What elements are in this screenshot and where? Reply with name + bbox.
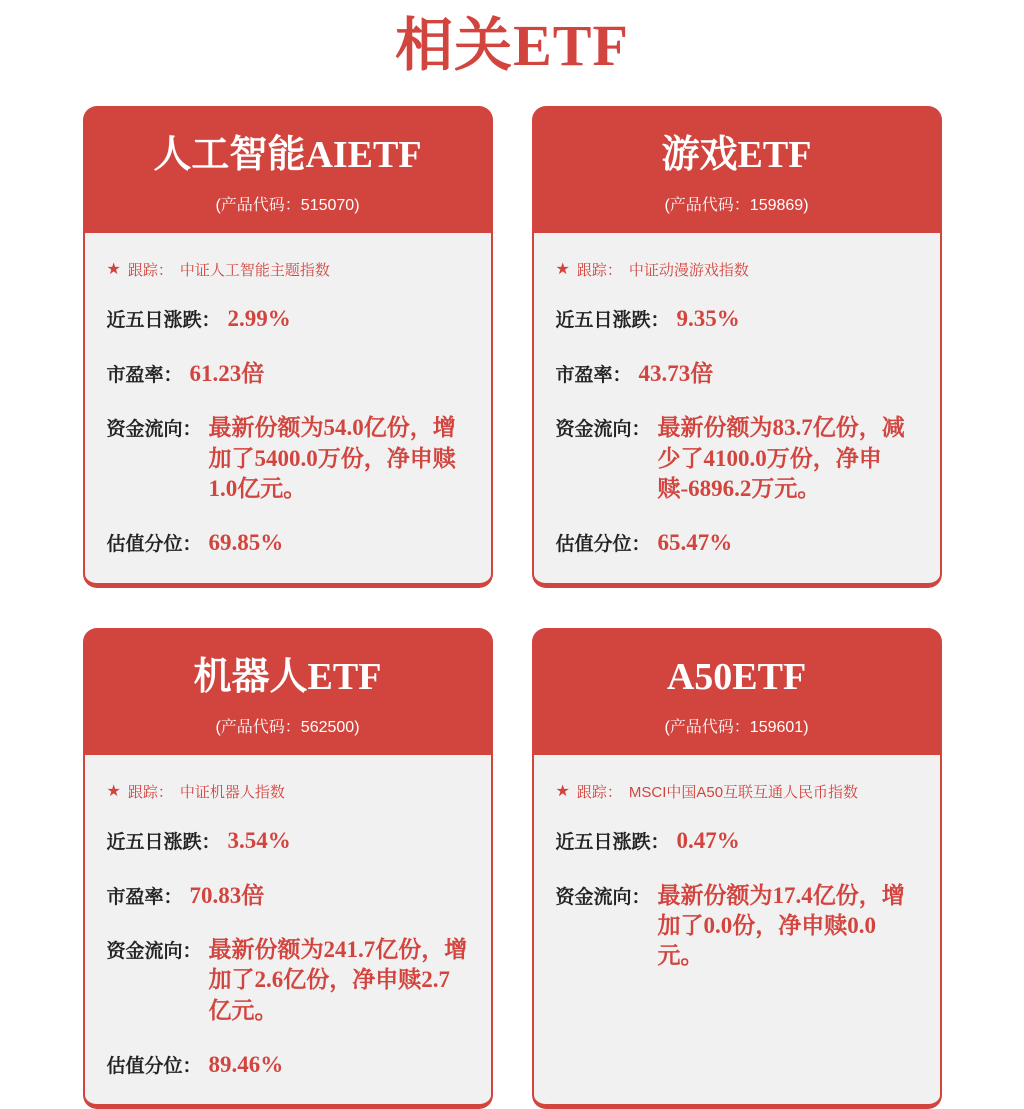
etf-name-en: A50ETF (666, 655, 807, 698)
stat-label: 资金流向： (555, 886, 651, 908)
track-line (107, 781, 469, 802)
card-body (532, 755, 942, 1109)
etf-name (542, 656, 932, 700)
stat-value: 最新份额为241.7亿份，增加了2.6亿份，净申赎2.7亿元。 (208, 937, 468, 1023)
stat-label: 资金流向： (106, 419, 202, 441)
track-value: 中证动漫游戏指数 (628, 262, 749, 280)
stat-value: 0.47% (676, 828, 740, 854)
stat-value: 65.47% (657, 530, 733, 556)
stat-value: 最新份额为17.4亿份，增加了0.0份，净申赎0.0元。 (657, 882, 905, 969)
stat-row-pe (107, 881, 469, 911)
stat-row-flow (556, 413, 918, 504)
card-header (532, 106, 942, 234)
stat-row-flow (556, 881, 918, 972)
stat-label: 市盈率： (106, 886, 183, 908)
stat-row-valuation (107, 528, 469, 558)
stat-value: 3.54% (227, 828, 291, 854)
track-value: 中证人工智能主题指数 (179, 262, 330, 280)
stat-row-flow (107, 413, 469, 504)
track-line (556, 259, 918, 280)
stat-label: 估值分位： (555, 534, 651, 556)
stat-value: 43.73倍 (638, 360, 714, 386)
etf-card-robot (83, 628, 493, 1109)
stat-label: 资金流向： (106, 941, 202, 963)
card-body (83, 755, 493, 1109)
star-icon: ★ (555, 782, 570, 800)
stat-label: 估值分位： (106, 534, 202, 556)
track-label: 跟踪： (576, 262, 622, 280)
etf-name-zh: 机器人 (193, 655, 308, 698)
stat-label: 资金流向： (555, 419, 651, 441)
etf-card-a50 (532, 628, 942, 1109)
stat-value: 最新份额为83.7亿份，减少了4100.0万份，净申赎-6896.2万元。 (657, 415, 905, 501)
stat-label: 近五日涨跌： (555, 310, 670, 332)
page-title-zh: 相关 (395, 13, 514, 78)
etf-name-en: ETF (307, 655, 382, 698)
product-code: (产品代码：159601) (664, 719, 809, 737)
etf-name (93, 134, 483, 178)
etf-name-zh: 游戏 (661, 133, 738, 176)
track-label: 跟踪： (127, 262, 173, 280)
etf-name-en: ETF (737, 133, 812, 176)
track-line (556, 781, 918, 802)
etf-name-en: AIETF (305, 133, 422, 176)
etf-card-game (532, 106, 942, 588)
stat-label: 估值分位： (106, 1056, 202, 1078)
page-title (0, 14, 1024, 78)
stat-row-pe (556, 359, 918, 389)
stat-value: 69.85% (208, 530, 284, 556)
stat-value: 最新份额为54.0亿份，增加了5400.0万份，净申赎1.0亿元。 (208, 415, 456, 501)
stat-value: 9.35% (676, 306, 740, 332)
stat-row-valuation (107, 1050, 469, 1080)
stat-value: 2.99% (227, 306, 291, 332)
card-body (83, 233, 493, 587)
etf-name-zh: 人工智能 (153, 133, 306, 176)
product-code: (产品代码：159869) (664, 197, 809, 215)
stat-row-pe (107, 359, 469, 389)
stat-row-valuation (556, 528, 918, 558)
star-icon: ★ (555, 260, 570, 278)
stat-value: 70.83倍 (189, 882, 265, 908)
star-icon: ★ (106, 782, 121, 800)
star-icon: ★ (106, 260, 121, 278)
card-header (83, 628, 493, 756)
card-header (83, 106, 493, 234)
track-line (107, 259, 469, 280)
card-body (532, 233, 942, 587)
stat-label: 市盈率： (555, 364, 632, 386)
page-title-en: ETF (513, 13, 629, 78)
stat-value: 61.23倍 (189, 360, 265, 386)
stat-row-flow (107, 935, 469, 1026)
track-label: 跟踪： (576, 784, 622, 802)
etf-name (93, 656, 483, 700)
stat-label: 市盈率： (106, 364, 183, 386)
stat-label: 近五日涨跌： (555, 832, 670, 854)
stat-row-change (556, 304, 918, 334)
card-header (532, 628, 942, 756)
product-code: (产品代码：515070) (215, 197, 360, 215)
stat-row-change (107, 304, 469, 334)
track-value: 中证机器人指数 (179, 784, 285, 802)
stat-label: 近五日涨跌： (106, 310, 221, 332)
etf-card-grid (0, 106, 1024, 1109)
stat-value: 89.46% (208, 1052, 284, 1078)
product-code: (产品代码：562500) (215, 719, 360, 737)
stat-label: 近五日涨跌： (106, 832, 221, 854)
etf-name (542, 134, 932, 178)
track-label: 跟踪： (127, 784, 173, 802)
stat-row-change (556, 826, 918, 856)
etf-card-ai (83, 106, 493, 588)
stat-row-change (107, 826, 469, 856)
track-value: MSCI中国A50互联互通人民币指数 (628, 784, 859, 802)
